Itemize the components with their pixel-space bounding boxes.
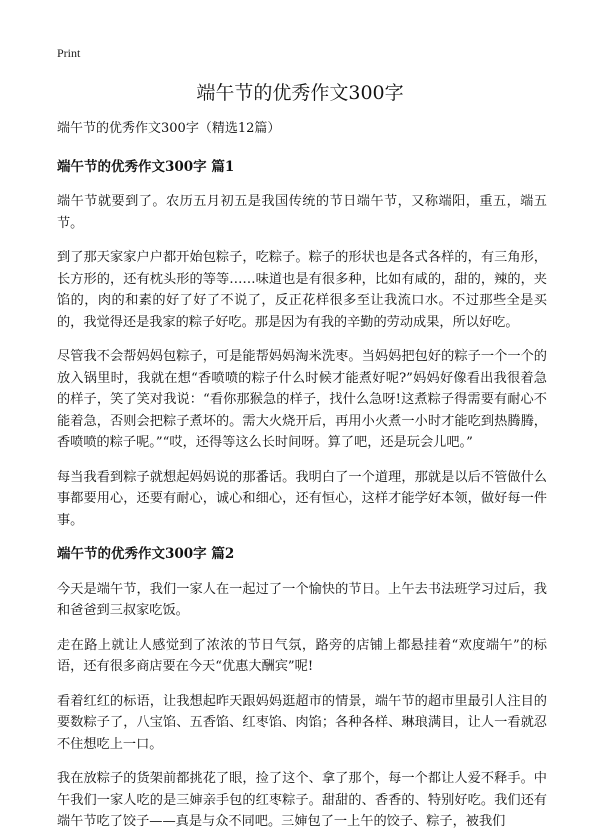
paragraph: 走在路上就让人感觉到了浓浓的节日气氛，路旁的店铺上都悬挂着“欢度端午”的标语，还有很多商店要在今天“优惠大酬宾”呢!: [57, 637, 547, 674]
section-heading: 端午节的优秀作文300字 篇2: [57, 546, 235, 562]
paragraph: 到了那天家家户户都开始包粽子，吃粽子。粽子的形状也是各式各样的，有三角形，长方形的，还有枕头形的等等……味道也是有很多种，比如有咸的，甜的，辣的，夹馅的，肉的和素的好了好了不说了，反正花样很多至让我流口水。不过那些全是买的，我觉得还是我家的粽子好吃。那是因为有我的辛勤的劳动成果，所以好吃。: [57, 250, 547, 330]
page-title: 端午节的优秀作文300字: [196, 82, 404, 104]
paragraph: 尽管我不会帮妈妈包粽子，可是能帮妈妈淘米洗枣。当妈妈把包好的粽子一个一个的放入锅里时，我就在想“香喷喷的粽子什么时候才能煮好呢?”妈妈好像看出我很着急的样子，笑了笑对我说：“看你那猴急的样子，找什么急呀!这煮粽子得需要有耐心不能着急，否则会把粽子煮坏的。需大火烧开后，再用小火煮一小时才能吃到热腾腾，香喷喷的粽子呢。”“哎，还得等这么长时间呀。算了吧，还是玩会儿吧。”: [57, 349, 547, 450]
article-body: [57, 118, 547, 828]
paragraph: 端午节就要到了。农历五月初五是我国传统的节日端午节，又称端阳，重五，端五节。: [57, 194, 547, 231]
paragraph: 我在放粽子的货架前都挑花了眼，捡了这个、拿了那个，每一个都让人爱不释手。中午我们一家人吃的是三婶亲手包的红枣粽子。甜甜的、香香的、特别好吃。我们还有端午节吃了饺子——真是与众不同吧。三婶包了一上午的饺子、粽子，被我们: [57, 771, 547, 828]
section-2: [57, 544, 547, 828]
paragraph: 看着红红的标语，让我想起昨天跟妈妈逛超市的情景，端午节的超市里最引人注目的要数粽子了，八宝馅、五香馅、红枣馅、肉馅；各种各样、琳琅满目，让人一看就忍不住想吃上一口。: [57, 693, 547, 752]
paragraph: 今天是端午节，我们一家人在一起过了一个愉快的节日。上午去书法班学习过后，我和爸爸到三叔家吃饭。: [57, 581, 547, 618]
print-link[interactable]: Print: [57, 46, 81, 60]
section-heading: 端午节的优秀作文300字 篇1: [57, 158, 235, 175]
section-1: [57, 157, 547, 532]
article-subtitle: 端午节的优秀作文300字（精选12篇）: [57, 121, 281, 136]
paragraph: 每当我看到粽子就想起妈妈说的那番话。我明白了一个道理，那就是以后不管做什么事都要用心，还要有耐心，诚心和细心，还有恒心，这样才能学好本领，做好每一件事。: [57, 469, 547, 528]
